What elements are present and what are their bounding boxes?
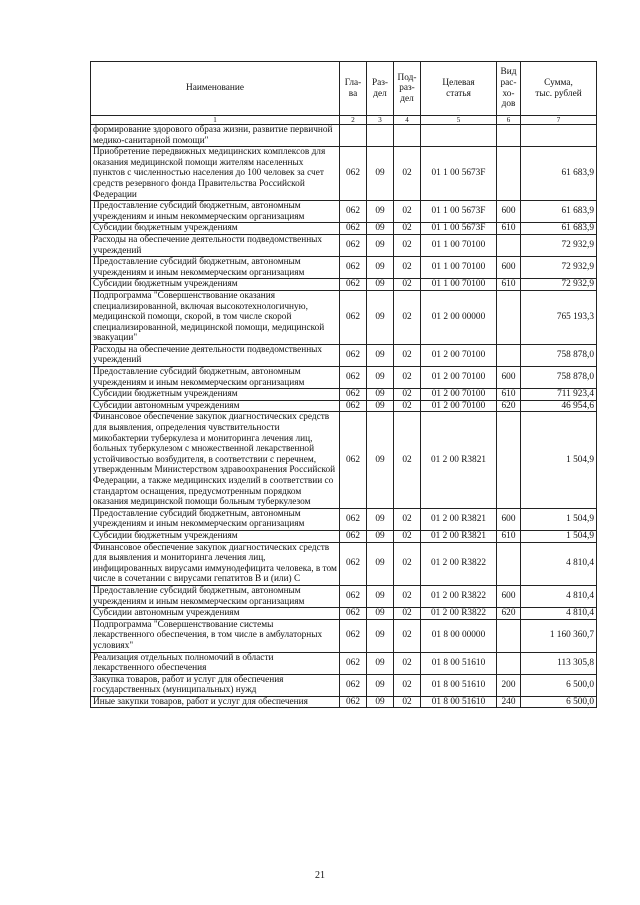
cell-vid: 610 (497, 530, 521, 542)
cell-vid (497, 542, 521, 585)
cell-sum: 758 878,0 (521, 367, 597, 389)
cell-name: Подпрограмма "Совершенствование системы лекарственного обеспечения, в том числе в амбулаторных условиях" (91, 619, 340, 652)
cell-vid (497, 412, 521, 508)
table-row (91, 234, 597, 256)
cell-podrazdel: 02 (394, 400, 421, 412)
header-target: Целевая статья (421, 62, 497, 116)
cell-glava: 062 (340, 147, 367, 201)
cell-name: Предоставление субсидий бюджетным, автономным учреждениям и иным некоммерческим организациям (91, 585, 340, 607)
cell-glava: 062 (340, 542, 367, 585)
cell-glava: 062 (340, 367, 367, 389)
cell-name: Субсидии автономным учреждениям (91, 608, 340, 620)
cell-razdel: 09 (367, 585, 394, 607)
cell-name: Расходы на обеспечение деятельности подведомственных учреждений (91, 234, 340, 256)
cell-sum: 72 932,9 (521, 234, 597, 256)
cell-glava: 062 (340, 344, 367, 366)
cell-target: 01 8 00 51610 (421, 674, 497, 696)
cell-podrazdel: 02 (394, 542, 421, 585)
column-number: 3 (367, 116, 394, 125)
cell-razdel: 09 (367, 389, 394, 401)
column-number: 5 (421, 116, 497, 125)
cell-target: 01 8 00 51610 (421, 652, 497, 674)
cell-podrazdel: 02 (394, 367, 421, 389)
cell-target: 01 2 00 R3822 (421, 542, 497, 585)
table-row (91, 279, 597, 291)
cell-name: формирование здорового образа жизни, развитие первичной медико-санитарной помощи" (91, 125, 340, 147)
cell-razdel: 09 (367, 674, 394, 696)
cell-name: Расходы на обеспечение деятельности подведомственных учреждений (91, 344, 340, 366)
budget-table (90, 61, 597, 708)
cell-vid: 610 (497, 389, 521, 401)
table-row (91, 542, 597, 585)
cell-sum: 72 932,9 (521, 257, 597, 279)
cell-target: 01 2 00 R3822 (421, 585, 497, 607)
cell-name: Предоставление субсидий бюджетным, автономным учреждениям и иным некоммерческим организациям (91, 367, 340, 389)
cell-razdel: 09 (367, 412, 394, 508)
cell-target: 01 2 00 70100 (421, 400, 497, 412)
cell-vid (497, 234, 521, 256)
page-number: 21 (315, 870, 325, 881)
cell-glava: 062 (340, 234, 367, 256)
cell-vid: 620 (497, 608, 521, 620)
table-row (91, 412, 597, 508)
cell-target: 01 1 00 5673F (421, 201, 497, 223)
cell-vid: 600 (497, 585, 521, 607)
cell-name: Предоставление субсидий бюджетным, автономным учреждениям и иным некоммерческим организациям (91, 508, 340, 530)
header-sum: Сумма, тыс. рублей (521, 62, 597, 116)
cell-target: 01 2 00 R3821 (421, 508, 497, 530)
cell-sum: 61 683,9 (521, 201, 597, 223)
cell-sum: 758 878,0 (521, 344, 597, 366)
cell-podrazdel: 02 (394, 585, 421, 607)
cell-glava: 062 (340, 389, 367, 401)
cell-sum: 6 500,0 (521, 696, 597, 708)
cell-razdel: 09 (367, 201, 394, 223)
table-row (91, 201, 597, 223)
cell-razdel: 09 (367, 652, 394, 674)
table-row (91, 367, 597, 389)
header-name: Наименование (91, 62, 340, 116)
table-header-row (91, 62, 597, 116)
table-row (91, 508, 597, 530)
cell-razdel: 09 (367, 290, 394, 344)
table-row (91, 223, 597, 235)
cell-vid (497, 619, 521, 652)
cell-glava: 062 (340, 585, 367, 607)
table-row (91, 344, 597, 366)
cell-target: 01 1 00 70100 (421, 234, 497, 256)
cell-glava: 062 (340, 223, 367, 235)
cell-podrazdel: 02 (394, 619, 421, 652)
cell-vid: 600 (497, 508, 521, 530)
cell-sum: 1 504,9 (521, 508, 597, 530)
cell-podrazdel: 02 (394, 652, 421, 674)
cell-name: Предоставление субсидий бюджетным, автономным учреждениям и иным некоммерческим организациям (91, 201, 340, 223)
column-number: 2 (340, 116, 367, 125)
cell-glava: 062 (340, 530, 367, 542)
column-number-row (91, 116, 597, 125)
cell-glava: 062 (340, 652, 367, 674)
table-row (91, 125, 597, 147)
cell-name: Реализация отдельных полномочий в области лекарственного обеспечения (91, 652, 340, 674)
table-row (91, 530, 597, 542)
cell-sum: 4 810,4 (521, 585, 597, 607)
cell-podrazdel (394, 125, 421, 147)
cell-vid: 600 (497, 367, 521, 389)
cell-podrazdel: 02 (394, 201, 421, 223)
cell-podrazdel: 02 (394, 412, 421, 508)
cell-glava: 062 (340, 412, 367, 508)
cell-razdel: 09 (367, 508, 394, 530)
header-glava: Гла- ва (340, 62, 367, 116)
table-body (91, 125, 597, 708)
cell-target: 01 8 00 00000 (421, 619, 497, 652)
cell-sum: 61 683,9 (521, 223, 597, 235)
cell-podrazdel: 02 (394, 530, 421, 542)
cell-target: 01 1 00 70100 (421, 257, 497, 279)
cell-podrazdel: 02 (394, 257, 421, 279)
cell-name: Финансовое обеспечение закупок диагностических средств для выявления и мониторинга лечения лиц, инфицированных вирусами иммунодефицита человека, в том числе в сочетании с вирусами гепатитов B и (или) C (91, 542, 340, 585)
cell-glava: 062 (340, 257, 367, 279)
header-vid: Вид рас- хо- дов (497, 62, 521, 116)
cell-razdel: 09 (367, 234, 394, 256)
table-row (91, 652, 597, 674)
cell-podrazdel: 02 (394, 389, 421, 401)
cell-sum: 4 810,4 (521, 608, 597, 620)
cell-target: 01 8 00 51610 (421, 696, 497, 708)
cell-target: 01 1 00 5673F (421, 223, 497, 235)
cell-target: 01 2 00 R3822 (421, 608, 497, 620)
cell-podrazdel: 02 (394, 234, 421, 256)
cell-glava: 062 (340, 674, 367, 696)
cell-podrazdel: 02 (394, 608, 421, 620)
table-row (91, 619, 597, 652)
cell-razdel (367, 125, 394, 147)
cell-target: 01 1 00 70100 (421, 279, 497, 291)
cell-name: Финансовое обеспечение закупок диагностических средств для выявления, определения чувствительности микобактерии туберкулеза и мониторинга лечения лиц, больных туберкулезом с множественной лекарственной устойчивостью возбудителя, в соответствии с перечнем, утвержденным Министерством здравоохранения Российской Федерации, а также медицинских изделий в соответствии со стандартом оснащения, предусмотренным порядком оказания медицинской помощи больным туберкулезом (91, 412, 340, 508)
cell-name: Субсидии бюджетным учреждениям (91, 223, 340, 235)
cell-sum: 1 504,9 (521, 412, 597, 508)
cell-razdel: 09 (367, 542, 394, 585)
column-number: 6 (497, 116, 521, 125)
cell-podrazdel: 02 (394, 290, 421, 344)
cell-podrazdel: 02 (394, 508, 421, 530)
cell-vid: 610 (497, 279, 521, 291)
cell-razdel: 09 (367, 344, 394, 366)
cell-podrazdel: 02 (394, 279, 421, 291)
column-number: 1 (91, 116, 340, 125)
header-razdel: Раз- дел (367, 62, 394, 116)
cell-name: Предоставление субсидий бюджетным, автономным учреждениям и иным некоммерческим организациям (91, 257, 340, 279)
cell-sum: 1 160 360,7 (521, 619, 597, 652)
cell-sum: 6 500,0 (521, 674, 597, 696)
cell-name: Субсидии бюджетным учреждениям (91, 530, 340, 542)
cell-glava (340, 125, 367, 147)
cell-vid: 600 (497, 201, 521, 223)
cell-vid (497, 290, 521, 344)
column-number: 7 (521, 116, 597, 125)
cell-podrazdel: 02 (394, 223, 421, 235)
cell-podrazdel: 02 (394, 674, 421, 696)
cell-razdel: 09 (367, 608, 394, 620)
cell-podrazdel: 02 (394, 147, 421, 201)
cell-target: 01 2 00 70100 (421, 389, 497, 401)
cell-sum: 4 810,4 (521, 542, 597, 585)
table-row (91, 400, 597, 412)
cell-vid (497, 652, 521, 674)
cell-razdel: 09 (367, 147, 394, 201)
cell-target: 01 2 00 R3821 (421, 530, 497, 542)
cell-razdel: 09 (367, 367, 394, 389)
cell-razdel: 09 (367, 279, 394, 291)
cell-vid: 600 (497, 257, 521, 279)
cell-name: Подпрограмма "Совершенствование оказания специализированной, включая высокотехнологичную, медицинской помощи, скорой, в том числе скорой специализированной, медицинской помощи, медицинской эвакуации" (91, 290, 340, 344)
cell-sum: 1 504,9 (521, 530, 597, 542)
cell-target: 01 1 00 5673F (421, 147, 497, 201)
cell-name: Субсидии автономным учреждениям (91, 400, 340, 412)
cell-glava: 062 (340, 400, 367, 412)
table-row (91, 696, 597, 708)
cell-glava: 062 (340, 696, 367, 708)
header-podrazdel: Под- раз- дел (394, 62, 421, 116)
cell-vid: 620 (497, 400, 521, 412)
cell-glava: 062 (340, 279, 367, 291)
cell-sum: 46 954,6 (521, 400, 597, 412)
cell-target: 01 2 00 00000 (421, 290, 497, 344)
cell-target (421, 125, 497, 147)
cell-glava: 062 (340, 608, 367, 620)
cell-name: Приобретение передвижных медицинских комплексов для оказания медицинской помощи жителям населенных пунктов с численностью населения до 100 человек за счет средств резервного фонда Правительства Российской Федерации (91, 147, 340, 201)
cell-vid (497, 147, 521, 201)
table-row (91, 585, 597, 607)
table-row (91, 257, 597, 279)
cell-glava: 062 (340, 508, 367, 530)
cell-razdel: 09 (367, 619, 394, 652)
cell-podrazdel: 02 (394, 344, 421, 366)
cell-vid (497, 125, 521, 147)
cell-vid: 200 (497, 674, 521, 696)
cell-target: 01 2 00 70100 (421, 367, 497, 389)
cell-sum: 113 305,8 (521, 652, 597, 674)
cell-name: Иные закупки товаров, работ и услуг для обеспечения (91, 696, 340, 708)
cell-target: 01 2 00 70100 (421, 344, 497, 366)
cell-name: Закупка товаров, работ и услуг для обеспечения государственных (муниципальных) нужд (91, 674, 340, 696)
cell-vid: 610 (497, 223, 521, 235)
cell-name: Субсидии бюджетным учреждениям (91, 279, 340, 291)
cell-name: Субсидии бюджетным учреждениям (91, 389, 340, 401)
cell-sum: 72 932,9 (521, 279, 597, 291)
cell-vid (497, 344, 521, 366)
cell-sum: 61 683,9 (521, 147, 597, 201)
table-row (91, 389, 597, 401)
table-row (91, 147, 597, 201)
table-row (91, 290, 597, 344)
column-number: 4 (394, 116, 421, 125)
cell-razdel: 09 (367, 257, 394, 279)
cell-glava: 062 (340, 201, 367, 223)
cell-podrazdel: 02 (394, 696, 421, 708)
cell-vid: 240 (497, 696, 521, 708)
cell-razdel: 09 (367, 400, 394, 412)
cell-sum: 765 193,3 (521, 290, 597, 344)
table-row (91, 674, 597, 696)
cell-razdel: 09 (367, 696, 394, 708)
cell-razdel: 09 (367, 530, 394, 542)
table-row (91, 608, 597, 620)
cell-sum: 711 923,4 (521, 389, 597, 401)
cell-sum (521, 125, 597, 147)
cell-glava: 062 (340, 619, 367, 652)
cell-target: 01 2 00 R3821 (421, 412, 497, 508)
cell-glava: 062 (340, 290, 367, 344)
cell-razdel: 09 (367, 223, 394, 235)
